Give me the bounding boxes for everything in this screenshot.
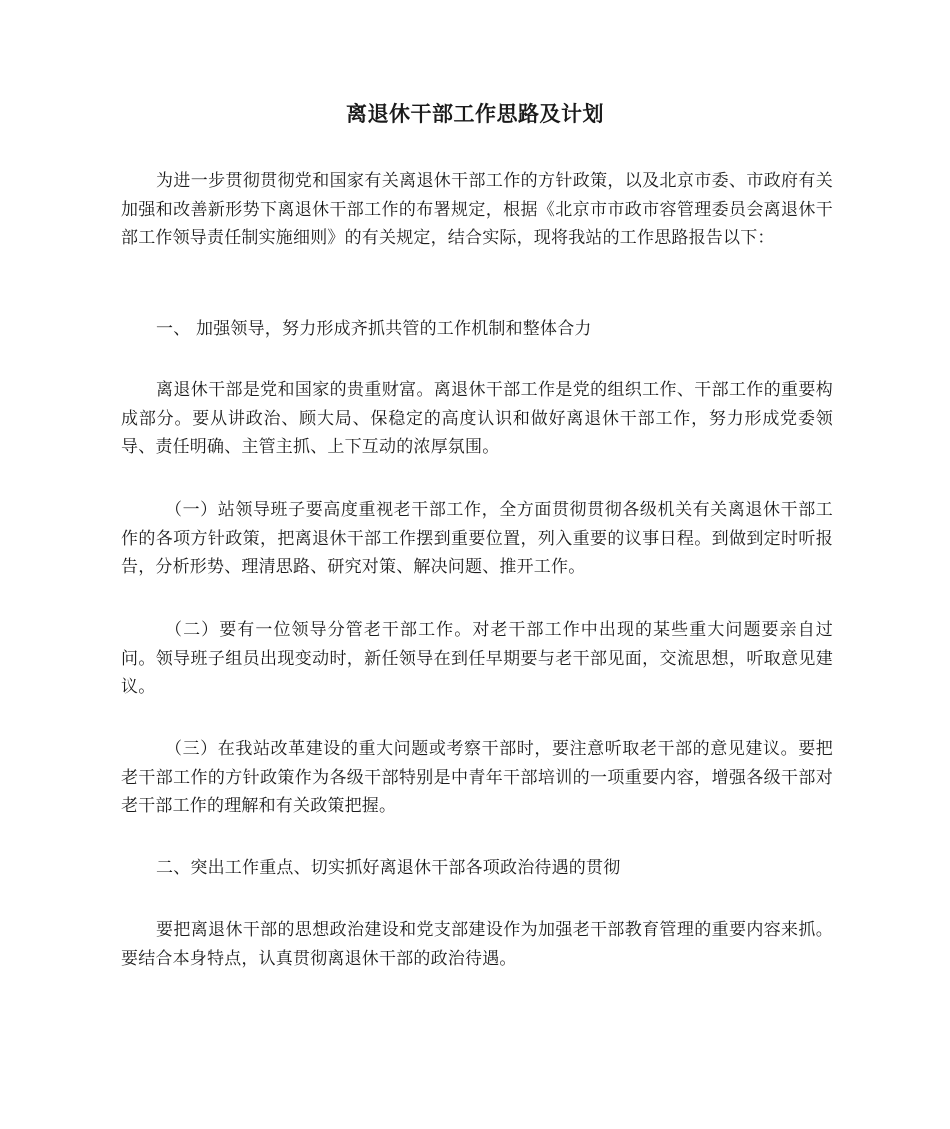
paragraph-intro: 为进一步贯彻贯彻党和国家有关离退休干部工作的方针政策，以及北京市委、市政府有关加强和改善新形势下离退休干部工作的布署规定，根据《北京市市政市容管理委员会离退休干部工作领导责任制实施细则》的有关规定，结合实际，现将我站的工作思路报告以下： xyxy=(121,171,833,248)
document-title: 离退休干部工作思路及计划 xyxy=(346,102,604,126)
paragraph-item-1: （一）站领导班子要高度重视老干部工作，全方面贯彻贯彻各级机关有关离退休干部工作的各项方针政策，把离退休干部工作摆到重要位置，列入重要的议事日程。到做到定时听报告，分析形势、理清思路、研究对策、解决问题、推开工作。 xyxy=(121,500,833,577)
section-heading-1: 一、 加强领导，努力形成齐抓共管的工作机制和整体合力 xyxy=(156,319,592,339)
paragraph-item-2: （二）要有一位领导分管老干部工作。对老干部工作中出现的某些重大问题要亲自过问。领导班子组员出现变动时，新任领导在到任早期要与老干部见面，交流思想，听取意见建议。 xyxy=(121,620,833,697)
section-heading-2: 二、突出工作重点、切实抓好离退休干部各项政治待遇的贯彻 xyxy=(156,858,621,878)
paragraph-section-2: 要把离退休干部的思想政治建设和党支部建设作为加强老干部教育管理的重要内容来抓。要结合本身特点，认真贯彻离退休干部的政治待遇。 xyxy=(121,920,833,969)
paragraph-section-1: 离退休干部是党和国家的贵重财富。离退休干部工作是党的组织工作、干部工作的重要构成部分。要从讲政治、顾大局、保稳定的高度认识和做好离退休干部工作，努力形成党委领导、责任明确、主管主抓、上下互动的浓厚氛围。 xyxy=(121,380,833,457)
paragraph-item-3: （三）在我站改革建设的重大问题或考察干部时，要注意听取老干部的意见建议。要把老干部工作的方针政策作为各级干部特别是中青年干部培训的一项重要内容，增强各级干部对老干部工作的理解和有关政策把握。 xyxy=(121,739,833,816)
